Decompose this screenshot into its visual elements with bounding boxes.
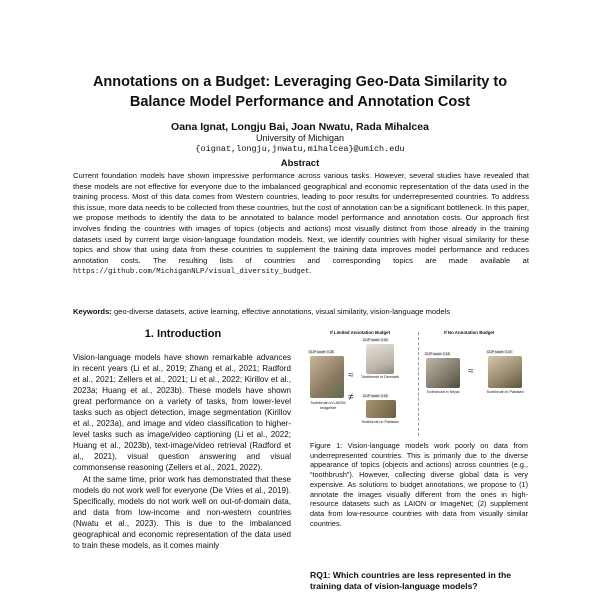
figure-divider: [418, 332, 419, 436]
toothbrush-pakistan-photo: [366, 400, 396, 418]
label-pakistan-right: Toothbrush in Pakistan: [486, 390, 524, 394]
introduction-body: [73, 352, 291, 551]
keywords-line: [73, 307, 533, 317]
toothbrush-denmark-photo: [366, 344, 394, 374]
figure-left-title: If Limited Annotation Budget: [330, 330, 391, 335]
label-denmark: Toothbrush in Denmark: [360, 375, 400, 379]
keywords-label: Keywords:: [73, 307, 112, 316]
toothbrush-pakistan-right-photo: [488, 356, 522, 388]
figure-1: [308, 326, 530, 438]
toothbrush-laion-photo: [310, 356, 344, 398]
abstract-end: .: [309, 266, 312, 276]
equals-symbol: ≈: [468, 366, 474, 377]
equals-symbol: ≈: [348, 370, 354, 381]
paper-title: [40, 72, 560, 112]
section-heading-introduction: 1. Introduction: [144, 328, 222, 340]
intro-paragraph-1: Vision-language models have shown remarkable advances in recent years (Li et al., 2019; Zhang et al., 2021; Radford et al., 2021; Zellers et al., 2021; Li et al., 2022; Kirillov et al., 2023a; Huang et al., 2023b). These models have shown great performance on a variety of tasks, from lower-level tasks such as object detection, image segmentation (Kirillov et al., 2023a), and image and video classification to higher-level tasks such as image/video captioning (Li et al., 2022; Huang et al., 2023b), text-image/video retrieval (Radford et al., 2021), visual question answering and visual commonsense reasoning (Zellers et al., 2021, 2022).: [73, 353, 291, 473]
author-emails: {oignat,longju,jnwatu,mihalcea}@umich.edu: [195, 144, 405, 154]
label-laion: Toothbrush in LAION/ ImageNet: [310, 401, 346, 410]
abstract-heading: Abstract: [280, 158, 320, 169]
affiliation: University of Michigan: [255, 133, 345, 143]
clip-score-tag: CLIP score: 0.28: [309, 350, 334, 354]
figure-right-title: If No Annotation Budget: [444, 330, 495, 335]
author-list: Oana Ignat, Longju Bai, Joan Nwatu, Rada Mihalcea: [171, 121, 429, 133]
clip-score-tag: CLIP score: 0.18: [425, 352, 450, 356]
label-pakistan-left: Toothbrush in Pakistan: [361, 420, 399, 424]
abstract-body: [73, 171, 529, 278]
keywords-text: geo-diverse datasets, active learning, effective annotations, visual similarity, vision-language models: [113, 307, 451, 316]
figure-1-caption: Figure 1: Vision-language models work poorly on data from underrepresented countries. This is primarily due to the diverse appearance of topics (objects and actions) across countries (e.g., “toothbrush”). However, collecting diverse global data is very expensive. As solutions to budget annotations, we propose to (1) annotate the images visually different from the ones in high-resource datasets such as LAION or ImageNet; (2) supplement data from low-resource countries with data from visually similar countries.: [310, 441, 528, 528]
clip-score-tag: CLIP score: 0.18: [363, 394, 388, 398]
label-nepal: Toothbrush in Nepal: [426, 390, 460, 394]
abstract-text: Current foundation models have shown impressive performance across various tasks. However, several studies have revealed that these models are not effective for everyone due to the imbalanced geographical and economic representation of the data used in the training process. Most of this data comes from Western countries, leading to poor results for underrepresented countries. To address this issue, more data needs to be collected from these countries, but the cost of annotation can be a significant bottleneck. In this paper, we propose methods to identify the data to be annotated to balance model performance and annotation costs. Our approach first involves finding the countries with images of topics (objects and actions) most visually distinct from those already in the training datasets used by current large vision-language foundation models. Next, we identify countries with higher visual similarity for these topics and show that using data from these countries to supplement the training data improves model performance and reduces annotation costs. The resulting lists of countries and corresponding topics are made available at: [73, 171, 529, 265]
abstract-url-link[interactable]: https://github.com/MichiganNLP/visual_diversity_budget: [73, 268, 310, 277]
title-line-2: Balance Model Performance and Annotation Cost: [129, 94, 471, 110]
intro-paragraph-2: At the same time, prior work has demonstrated that these models do not work well for everyone (De Vries et al., 2019). Specifically, models do not work well on out-of-domain data, and data from low-income and non-western countries (Nwatu et al., 2023). This is due to the imbalanced geographical and economic representation of the data used to train these models, as it comes mainly: [73, 474, 291, 550]
toothbrush-nepal-photo: [426, 358, 460, 388]
rq1-heading: RQ1: Which countries are less represented in the training data of vision-language models?: [310, 570, 512, 591]
clip-score-tag: CLIP score: 0.26: [363, 338, 388, 342]
title-line-1: Annotations on a Budget: Leveraging Geo-Data Similarity to: [92, 74, 508, 90]
clip-score-tag: CLIP score: 0.19: [487, 350, 512, 354]
not-equals-symbol: ≠: [348, 392, 354, 403]
